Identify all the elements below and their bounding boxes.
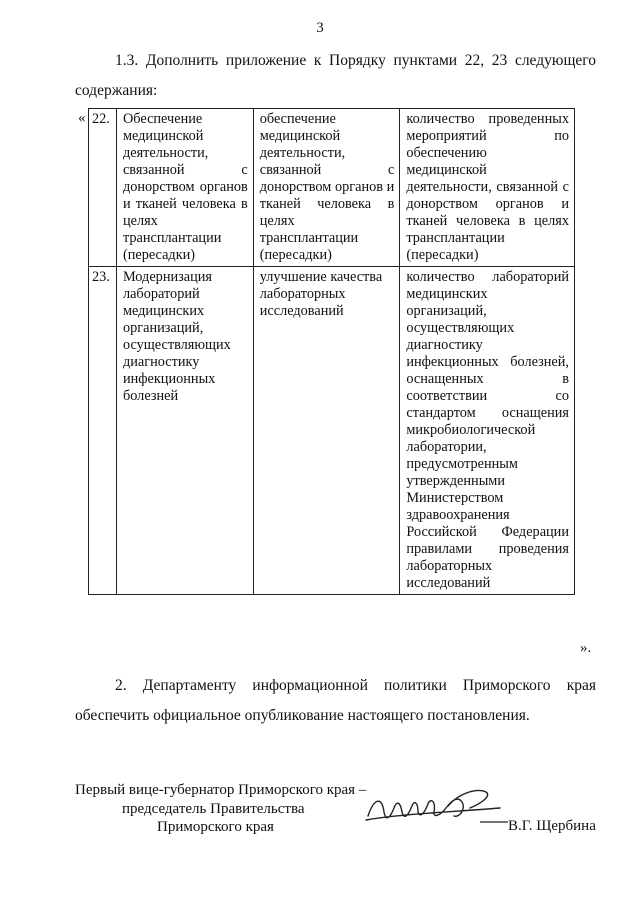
signatory-title-line-1: Первый вице-губернатор Приморского края – [75, 782, 367, 798]
page-number: 3 [316, 20, 324, 36]
paragraph-2 [75, 671, 596, 731]
signatory-title-line-3: Приморского края [157, 819, 274, 835]
signatory-name: В.Г. Щербина [508, 818, 596, 834]
intro-line-2: содержания: [75, 82, 158, 99]
table-cell-goal: обеспечение медицинской деятельности, связанной с донорством органов и тканей человека в целях трансплантации (пересадки) [253, 109, 400, 267]
handwritten-signature [360, 778, 510, 838]
intro-paragraph [75, 46, 596, 106]
row-number: 22. [89, 109, 117, 267]
paragraph-2-line-2: обеспечить официальное опубликование настоящего постановления. [75, 707, 530, 724]
signatory-title-line-2: председатель Правительства [122, 801, 305, 817]
table-cell-indicator: количество проведенных мероприятий по обеспечению медицинской деятельности, связанной с донорством органов и тканей человека в целях трансплантации (пересадки) [400, 109, 575, 267]
table-cell-indicator: количество лабораторий медицинских организаций, осуществляющих диагностику инфекционных болезней, оснащенных в соответствии со стандартом оснащения микробиологической лаборатории, предусмотренным утвержденными Министерством здравоохранения Российской Федерации правилами проведения лабораторных исследований [400, 267, 575, 595]
table-row [89, 109, 575, 267]
table-cell-direction: Модернизация лабораторий медицинских организаций, осуществляющих диагностику инфекционных болезней [116, 267, 253, 595]
intro-line-1: 1.3. Дополнить приложение к Порядку пунктами 22, 23 следующего [115, 52, 596, 69]
closing-quote: ». [580, 640, 592, 656]
opening-quote: « [78, 110, 86, 126]
table-row [89, 267, 575, 595]
appendix-table [88, 108, 575, 595]
table-cell-direction: Обеспечение медицинской деятельности, связанной с донорством органов и тканей человека в целях трансплантации (пересадки) [116, 109, 253, 267]
paragraph-2-line-1: 2. Департаменту информационной политики Приморского края [115, 677, 596, 694]
table-cell-goal: улучшение качества лабораторных исследований [253, 267, 400, 595]
row-number: 23. [89, 267, 117, 595]
